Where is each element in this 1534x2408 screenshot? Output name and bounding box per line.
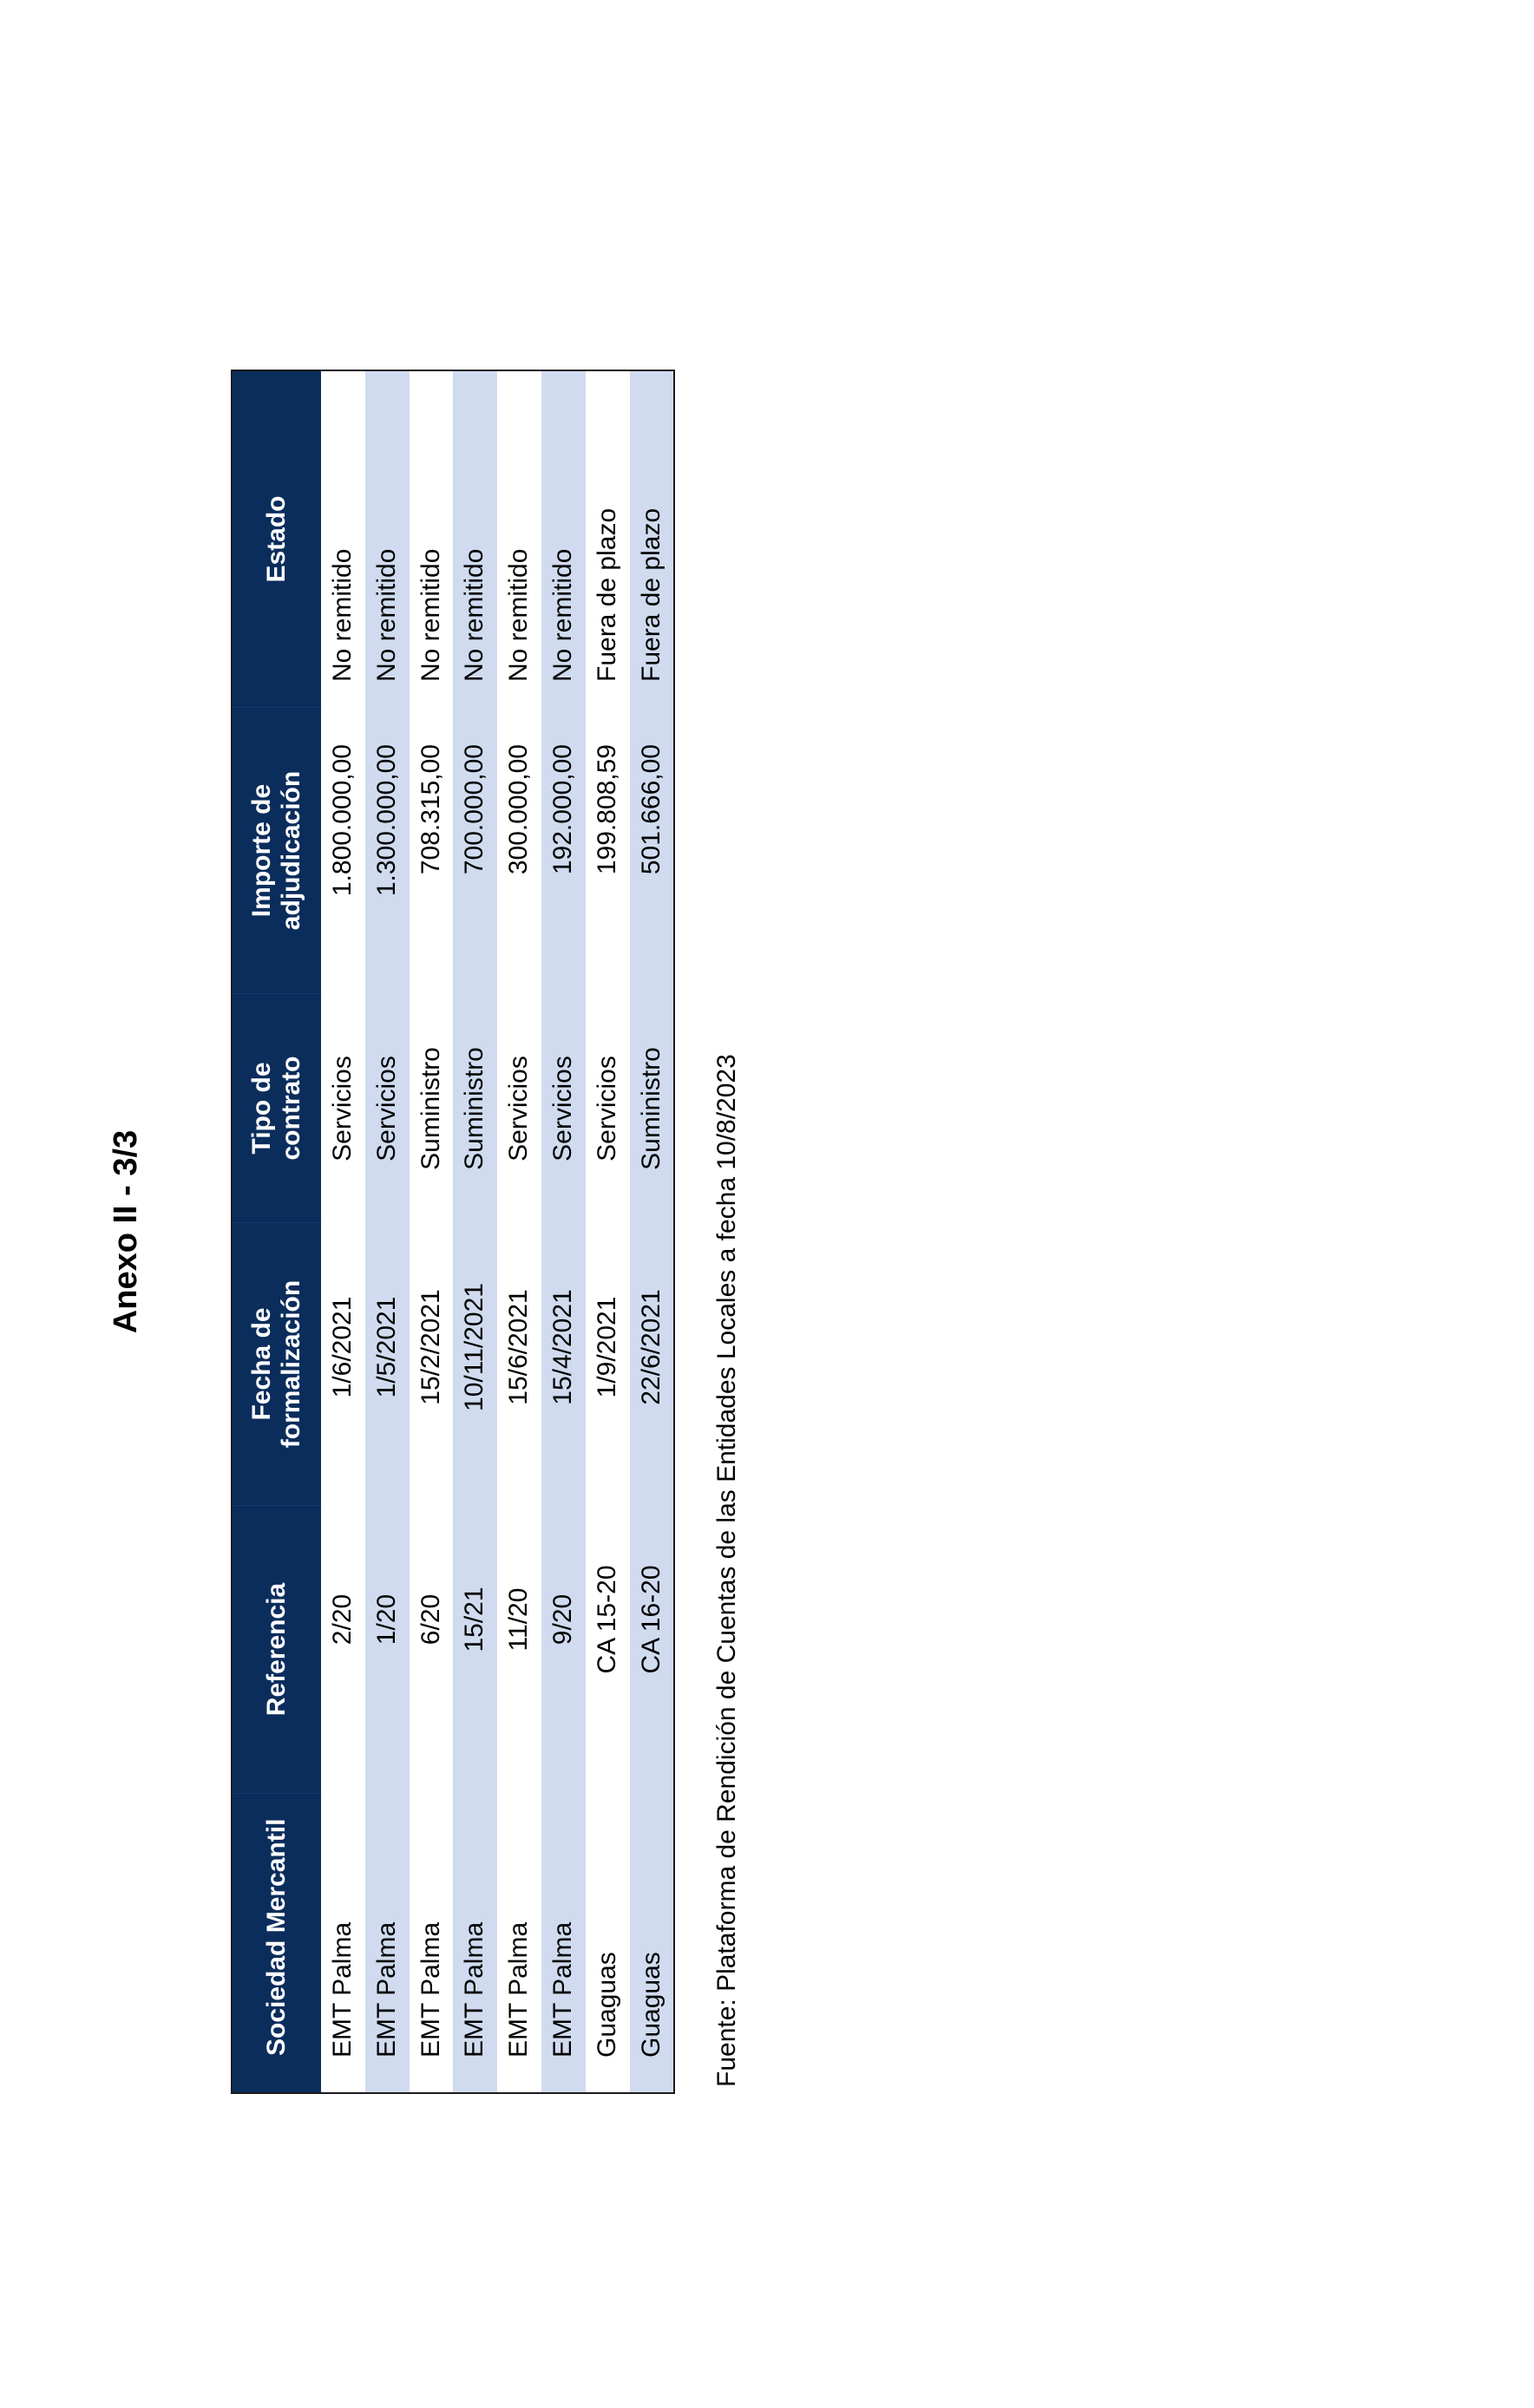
header-referencia-label: Referencia: [262, 1582, 291, 1717]
header-tipo-line2: contrato: [277, 1056, 305, 1161]
header-tipo-line1: Tipo de: [247, 1062, 276, 1155]
cell-sociedad: EMT Palma: [328, 1921, 357, 2058]
cell-sociedad: EMT Palma: [504, 1921, 534, 2058]
cell-referencia: 2/20: [328, 1593, 357, 1646]
source-note: Fuente: Plataforma de Rendición de Cuentas de las Entidades Locales a fecha 10/8/2023: [712, 1054, 741, 2087]
cell-importe: 700.000,00: [460, 744, 489, 875]
cell-fecha: 15/4/2021: [547, 1289, 577, 1405]
cell-fecha: 22/6/2021: [636, 1289, 665, 1405]
table-header: [233, 371, 321, 2092]
table-row: [365, 371, 410, 2092]
contracts-table: [231, 370, 675, 2094]
table-row: [586, 371, 630, 2092]
header-estado: [233, 371, 321, 708]
cell-tipo: Servicios: [592, 1056, 621, 1161]
cell-estado: No remitido: [504, 548, 534, 682]
header-sociedad: [233, 1794, 321, 2092]
table-row: [541, 371, 586, 2092]
cell-sociedad: Guaguas: [636, 1952, 665, 2058]
cell-referencia: 9/20: [547, 1593, 577, 1646]
header-importe-line1: Importe de: [247, 783, 276, 918]
cell-fecha: 1/5/2021: [371, 1296, 401, 1398]
cell-importe: 192.000,00: [547, 744, 577, 875]
header-fecha-line2: formalización: [277, 1279, 305, 1449]
header-estado-label: Estado: [262, 495, 291, 583]
cell-tipo: Servicios: [547, 1056, 577, 1161]
cell-importe: 199.808,59: [592, 744, 621, 875]
cell-estado: No remitido: [371, 548, 401, 682]
header-tipo: [233, 994, 321, 1223]
cell-sociedad: EMT Palma: [547, 1921, 577, 2058]
header-importe-line2: adjudicación: [277, 770, 305, 931]
cell-importe: 300.000,00: [504, 744, 534, 875]
page-title: Anexo II - 3/3: [108, 1129, 144, 1334]
cell-importe: 708.315,00: [416, 744, 445, 875]
table-row: [453, 371, 497, 2092]
header-fecha-line1: Fecha de: [247, 1307, 276, 1421]
cell-sociedad: EMT Palma: [416, 1921, 445, 2058]
table-row: [410, 371, 454, 2092]
cell-importe: 501.666,00: [636, 744, 665, 875]
cell-estado: Fuera de plazo: [636, 507, 665, 682]
cell-tipo: Suministro: [636, 1047, 665, 1170]
cell-sociedad: EMT Palma: [371, 1921, 401, 2058]
cell-estado: No remitido: [547, 548, 577, 682]
cell-referencia: 15/21: [460, 1587, 489, 1652]
cell-tipo: Suministro: [416, 1047, 445, 1170]
header-fecha: [233, 1223, 321, 1506]
cell-fecha: 10/11/2021: [460, 1283, 489, 1411]
header-fecha-label: [247, 1280, 306, 1448]
cell-estado: No remitido: [416, 548, 445, 682]
cell-fecha: 1/6/2021: [328, 1296, 357, 1398]
table-row: [321, 371, 365, 2092]
cell-fecha: 15/2/2021: [416, 1289, 445, 1405]
cell-referencia: CA 15-20: [592, 1565, 621, 1674]
cell-referencia: CA 16-20: [636, 1565, 665, 1674]
cell-fecha: 15/6/2021: [504, 1289, 534, 1405]
cell-estado: No remitido: [460, 548, 489, 682]
cell-sociedad: EMT Palma: [460, 1921, 489, 2058]
cell-importe: 1.300.000,00: [371, 744, 401, 897]
cell-tipo: Servicios: [371, 1056, 401, 1161]
cell-tipo: Servicios: [504, 1056, 534, 1161]
cell-estado: Fuera de plazo: [592, 507, 621, 682]
cell-fecha: 1/9/2021: [592, 1296, 621, 1398]
cell-referencia: 1/20: [371, 1593, 401, 1646]
cell-referencia: 6/20: [416, 1593, 445, 1646]
cell-tipo: Servicios: [328, 1056, 357, 1161]
table-row: [630, 371, 674, 2092]
header-importe: [233, 708, 321, 994]
cell-estado: No remitido: [328, 548, 357, 682]
header-tipo-label: [247, 1057, 306, 1161]
table-row: [497, 371, 541, 2092]
cell-referencia: 11/20: [504, 1587, 534, 1652]
cell-sociedad: Guaguas: [592, 1952, 621, 2058]
cell-importe: 1.800.000,00: [328, 744, 357, 897]
cell-tipo: Suministro: [460, 1047, 489, 1170]
header-referencia: [233, 1506, 321, 1794]
header-sociedad-label: Sociedad Mercantil: [262, 1818, 291, 2056]
header-importe-label: [247, 771, 306, 930]
